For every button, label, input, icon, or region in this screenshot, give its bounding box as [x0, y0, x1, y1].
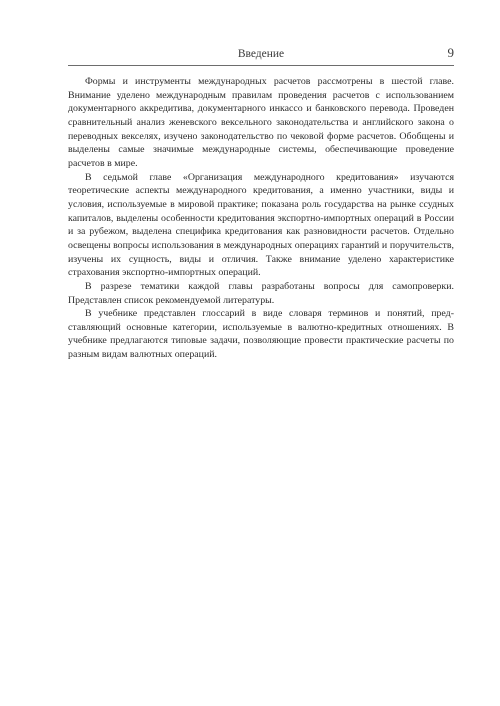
paragraph-chapter-six: Формы и инструменты международных расчетов рассмотрены в шестой главе. Внимание уделено международным правилам проведения расчетов с использованием документарного аккредитива, документарного инкассо и банковского перевода. Проведен сравнительный анализ женевского вексельного законодательства и английского закона о переводных векселях, изучено законодательство по чековой форме расчетов. Обобщены и выделены самые значимые международные системы, обеспечивающие проведение расчетов в мире. — [68, 76, 454, 169]
body-text — [68, 75, 454, 362]
page-number: 9 — [447, 45, 454, 60]
running-title: Введение — [237, 48, 285, 60]
running-header — [68, 46, 454, 64]
paragraph-chapter-seven: В седьмой главе «Организация международного кредитования» изучаются теоретические аспекты международного кредитования, а именно участники, виды и условия, используемые в мировой практике; показана роль государства на рынке ссудных капиталов, выделены особенности кредитования экспортно-импортных операций в России и за рубежом, выделена специфика кредитования как разновидности расчетов. Отдельно освещены вопросы использования в международных операциях гарантий и поручительств, изучены их сущность, виды и отличия. Также внимание уделено характеристике страхования экспортно-импортных операций. — [68, 171, 454, 279]
header-rule — [68, 65, 454, 66]
paragraph-self-check: В разрезе тематики каждой главы разработаны вопросы для самопроверки. Представлен список рекомендуемой литературы. — [68, 280, 454, 306]
paragraph-glossary: В учебнике представлен глоссарий в виде словаря терминов и понятий, представляющий основные категории, используемые в валютно-кредитных отношениях. В учебнике предлагаются типовые задачи, позволяющие провести практические расчеты по разным видам валютных операций. — [68, 308, 454, 361]
